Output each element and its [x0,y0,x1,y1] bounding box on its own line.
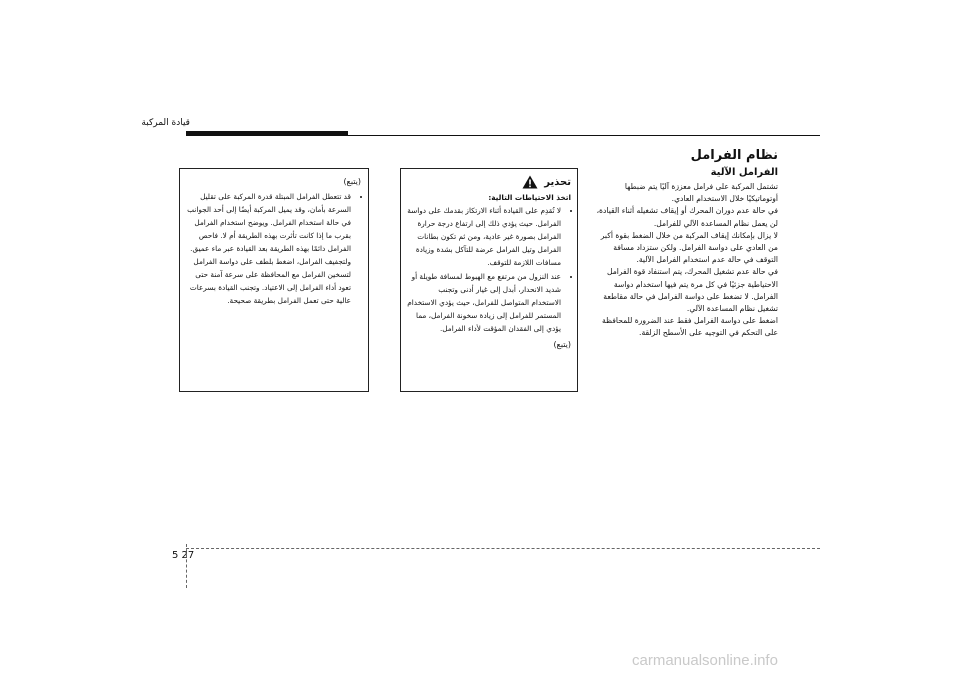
list-item: • عند النزول من مرتفع مع الهبوط لمسافة طويلة أو شديد الانحدار، أبدل إلى غيار أدنى وتجنب الاستخدام المتواصل للفرامل، حيث يؤدي الاستخدام المستمر للفرامل إلى زيادة سخونة الفرامل، مما يؤدي إلى الفقدان المؤقت لأداء الفرامل. [407,270,561,335]
section-title: نظام الفرامل [690,148,778,163]
note-list [186,190,361,307]
header-title: قيادة المركبة [141,118,190,128]
subsection-title: الفرامل الآلية [710,167,778,178]
caution-list [407,204,571,335]
caution-title: تحذير [544,176,571,188]
header-rule-thin [186,135,820,136]
list-item: • قد تتعطل الفرامل المبتلة قدرة المركبة على تقليل السرعة بأمان، وقد يميل المركبة أيضًا إلى أحد الجوانب في حالة استخدام الفرامل. ويوضح استخدام الفرامل بقرب ما إذا كانت تأثرت بهذه الطريقة أم لا. فاحص الفرامل دائمًا بهذه الطريقة بعد القيادة عبر ماء عميق. ولتجفيف الفرامل، اضغط بلطف على دواسة الفرامل لتسخين الفرامل مع المحافظة على سرعة آمنة حتى تعود أداء الفرامل إلى الاعتياد. وتجنب القيادة بسرعات عالية حتى تعمل الفرامل بطريقة صحيحة. [186,190,351,307]
caution-intro: اتخذ الاحتياطات التالية: [488,193,571,202]
continued-label: (يتبع) [553,340,571,349]
warning-triangle-icon [522,175,538,189]
paragraph: تشتمل المركبة على فرامل معززة آليًا يتم ضبطها أوتوماتيكيًا خلال الاستخدام العادي. [624,182,778,204]
footer-rule [186,548,820,549]
page-number: 5 27 [172,550,195,561]
watermark: carmanualsonline.info [632,652,778,669]
paragraph: في حالة عدم تشغيل المحرك، يتم استنفاد قوة الفرامل الاحتياطية جزئيًا في كل مرة يتم فيها استخدام دواسة الفرامل. لا تضغط على دواسة الفرامل في حالة مقاطعة تشغيل نظام المساعدة الآلي. [603,267,778,314]
main-text-column [596,148,778,340]
caution-box [400,168,578,392]
continued-label: (يتبع) [343,177,361,186]
note-box [179,168,369,392]
list-item: • لا تُقدِم على القيادة أثناء الارتكاز بقدمك على دواسة الفرامل. حيث يؤدي ذلك إلى ارتفاع درجة حرارة الفرامل بصورة غير عادية، ومن ثم تكون بطانات الفرامل وتيل الفرامل عرضة للتآكل بشدة وزيادة مسافات اللازمة للتوقف. [407,204,561,269]
paragraph: اضغط على دواسة الفرامل فقط عند الضرورة للمحافظة على التحكم في التوجيه على الأسطح الزلقة. [601,316,778,338]
paragraph: لا يزال بإمكانك إيقاف المركبة من خلال الضغط بقوة أكبر من العادي على دواسة الفرامل. ولكن ستزداد مسافة التوقف في حالة عدم استخدام الفرامل الآلية. [600,230,778,265]
paragraph: في حالة عدم دوران المحرك أو إيقاف تشغيله أثناء القيادة، لن يعمل نظام المساعدة الآلي للفرامل. [596,206,778,228]
caution-header [407,175,571,189]
